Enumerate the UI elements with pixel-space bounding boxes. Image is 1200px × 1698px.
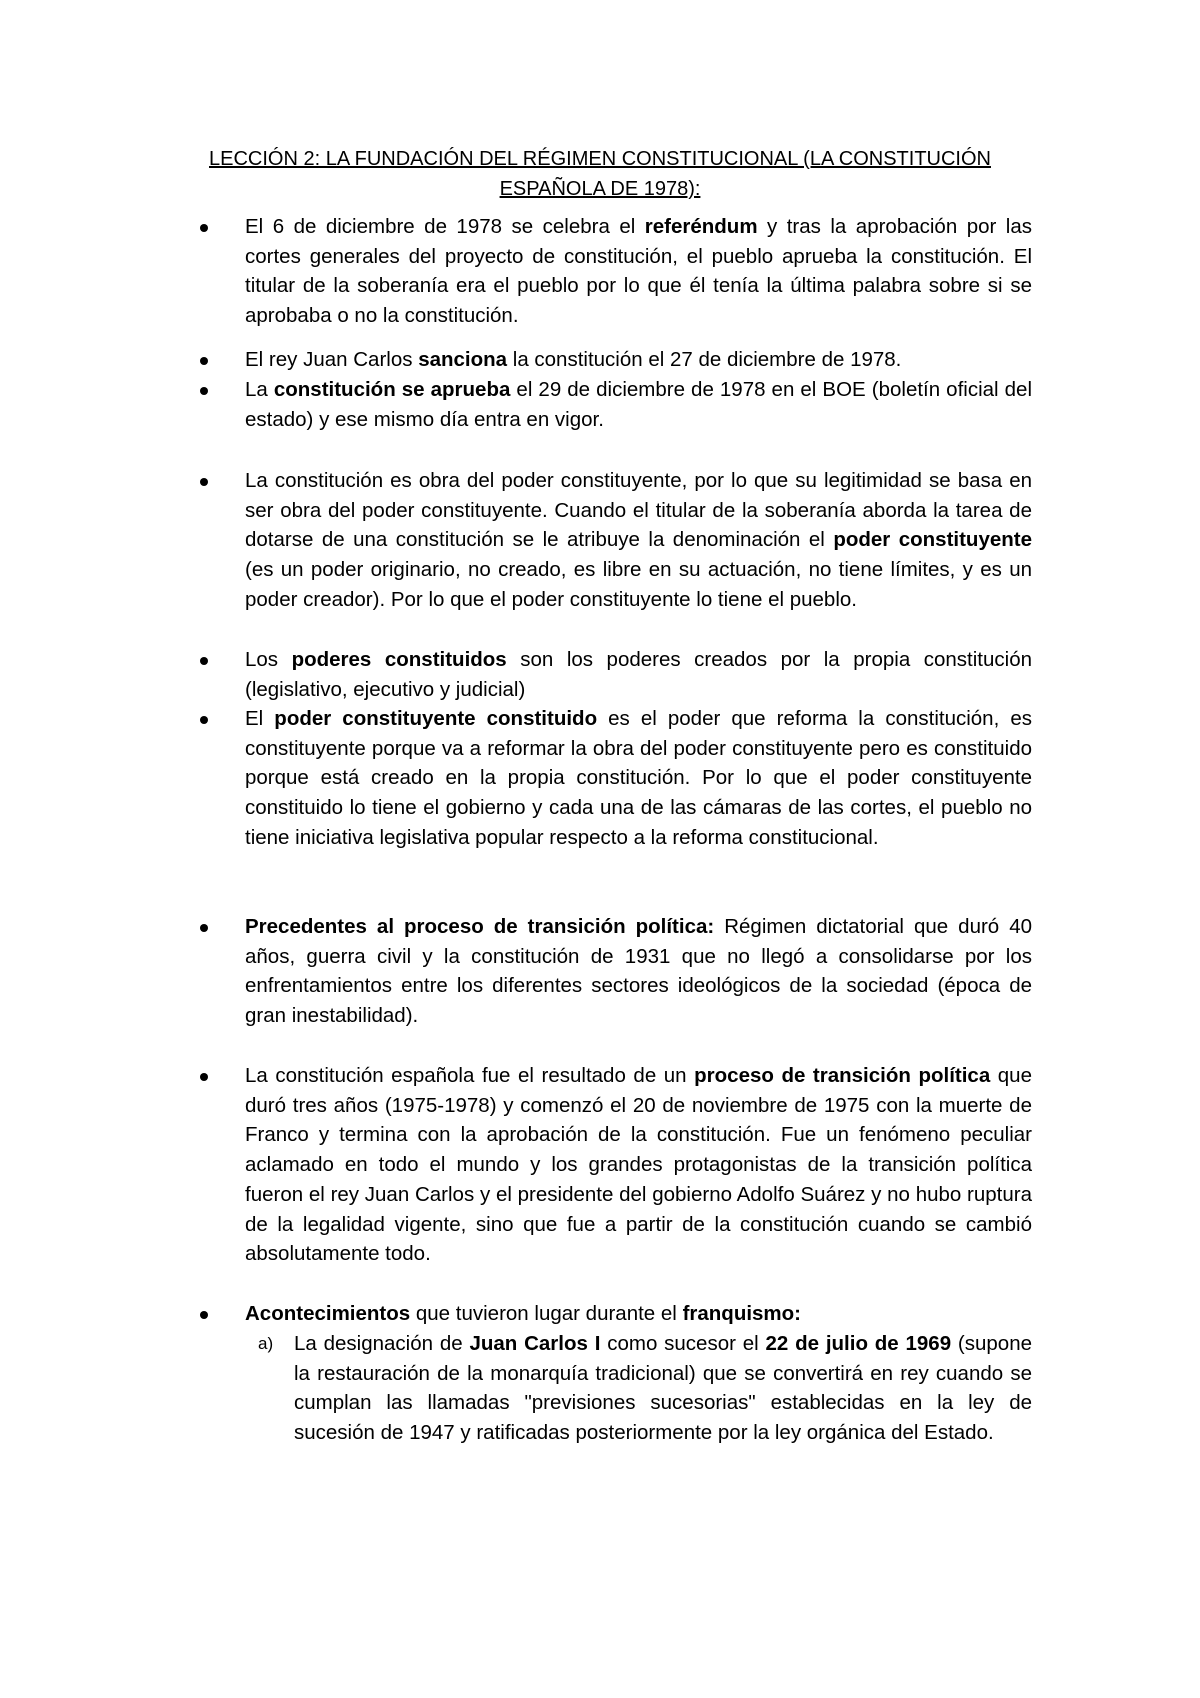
bold-term: franquismo:	[682, 1302, 802, 1325]
bullet-item-referendum	[245, 212, 1032, 331]
text-span: y tras la aprobación por las cortes generales del proyecto de constitución, el pueblo aprueba la constitución. El titular de la soberanía era el pueblo por lo que él tenía la última palabra sobre si se aprobaba o no la constitución.	[245, 215, 1033, 328]
bold-term: poder constituyente	[833, 528, 1033, 552]
text-span: que duró tres años (1975-1978) y comenzó el 20 de noviembre de 1975 con la muerte de Franco y termina con la aprobación de la constitución. Fue un fenómeno peculiar aclamado en todo el mundo y los grandes protagonistas de la transición política fueron el rey Juan Carlos y el presidente del gobierno Adolfo Suárez y no hubo ruptura de la legalidad vigente, sino que fue a partir de la constitución cuando se cambió absolutamente todo.	[245, 1064, 1032, 1266]
bullet-dot-icon	[200, 657, 208, 665]
bullet-item-sanciona	[245, 345, 1032, 375]
text-span: El rey Juan Carlos	[245, 348, 419, 371]
bold-term: sanciona	[418, 348, 508, 371]
bullet-dot-icon	[200, 1311, 208, 1319]
bullet-item-precedentes	[245, 912, 1032, 1031]
text-span: como sucesor el	[600, 1332, 766, 1355]
text-span: El	[245, 707, 275, 730]
bold-term: Acontecimientos	[245, 1302, 411, 1325]
bold-term: poder constituyente constituido	[274, 707, 598, 730]
bullet-dot-icon	[200, 387, 208, 395]
bullet-item-poder-constituyente-constituido	[245, 704, 1032, 853]
bold-term: constitución se aprueba	[273, 378, 511, 401]
bullet-dot-icon	[200, 357, 208, 365]
text-span: La designación de	[294, 1332, 470, 1355]
text-span: Régimen dictatorial que duró 40 años, guerra civil y la constitución de 1931 que no llegó a consolidarse por los enfrentamientos entre los diferentes sectores ideológicos de la sociedad (época de gran inestabilidad).	[245, 915, 1032, 1028]
bullet-dot-icon	[200, 478, 208, 486]
text-span: el 29 de diciembre de 1978 en el BOE (boletín oficial del estado) y ese mismo día entra en vigor.	[245, 378, 1032, 431]
bullet-item-acontecimientos	[245, 1299, 1032, 1329]
title-line-2: ESPAÑOLA DE 1978):	[499, 178, 701, 200]
document-title	[200, 144, 1000, 204]
text-span: que tuvieron lugar durante el	[410, 1302, 683, 1325]
bullet-dot-icon	[200, 924, 208, 932]
bold-term: Juan Carlos I	[469, 1332, 601, 1355]
bullet-item-aprueba	[245, 375, 1032, 434]
bold-term: proceso de transición política	[694, 1064, 991, 1087]
text-span: La constitución española fue el resultado de un	[245, 1064, 695, 1087]
bullet-dot-icon	[200, 1073, 208, 1081]
bullet-item-poderes-constituidos	[245, 645, 1032, 704]
sub-item-a	[258, 1329, 1032, 1448]
bold-term: poderes constituidos	[291, 648, 507, 671]
text-span: son los poderes creados por la propia constitución (legislativo, ejecutivo y judicial)	[245, 648, 1032, 701]
text-span: La constitución es obra del poder constituyente, por lo que su legitimidad se basa en ser obra del poder constituyente. Cuando el titular de la soberanía aborda la tarea de dotarse de una constitución se le atribuye la denominación el	[245, 469, 1032, 552]
text-span: La	[245, 378, 274, 401]
bold-term: Precedentes al proceso de transición política:	[245, 915, 715, 938]
sub-item-marker: a)	[258, 1334, 274, 1353]
text-span: El 6 de diciembre de 1978 se celebra el	[245, 215, 645, 238]
bullet-dot-icon	[200, 224, 208, 232]
bold-term: 22 de julio de 1969	[765, 1332, 952, 1355]
text-span: es el poder que reforma la constitución, es constituyente porque va a reformar la obra del poder constituyente pero es constituido porque está creado en la propia constitución. Por lo que el poder constituyente constituido lo tiene el gobierno y cada una de las cámaras de las cortes, el pueblo no tiene iniciativa legislativa popular respecto a la reforma constitucional.	[245, 707, 1032, 849]
bullet-item-transicion	[245, 1061, 1032, 1269]
title-line-1: LECCIÓN 2: LA FUNDACIÓN DEL RÉGIMEN CONSTITUCIONAL (LA CONSTITUCIÓN	[209, 148, 991, 170]
text-span: Los	[245, 648, 292, 671]
bold-term: referéndum	[644, 215, 758, 238]
text-span: la constitución el 27 de diciembre de 1978.	[507, 348, 902, 371]
bullet-dot-icon	[200, 716, 208, 724]
bullet-item-poder-constituyente	[245, 466, 1032, 615]
text-span: (es un poder originario, no creado, es libre en su actuación, no tiene límites, y es un poder creador). Por lo que el poder constituyente lo tiene el pueblo.	[245, 558, 1032, 611]
text-span: (supone la restauración de la monarquía tradicional) que se convertirá en rey cuando se cumplan las llamadas "previsiones sucesorias" establecidas en la ley de sucesión de 1947 y ratificadas posteriormente por la ley orgánica del Estado.	[294, 1332, 1032, 1445]
